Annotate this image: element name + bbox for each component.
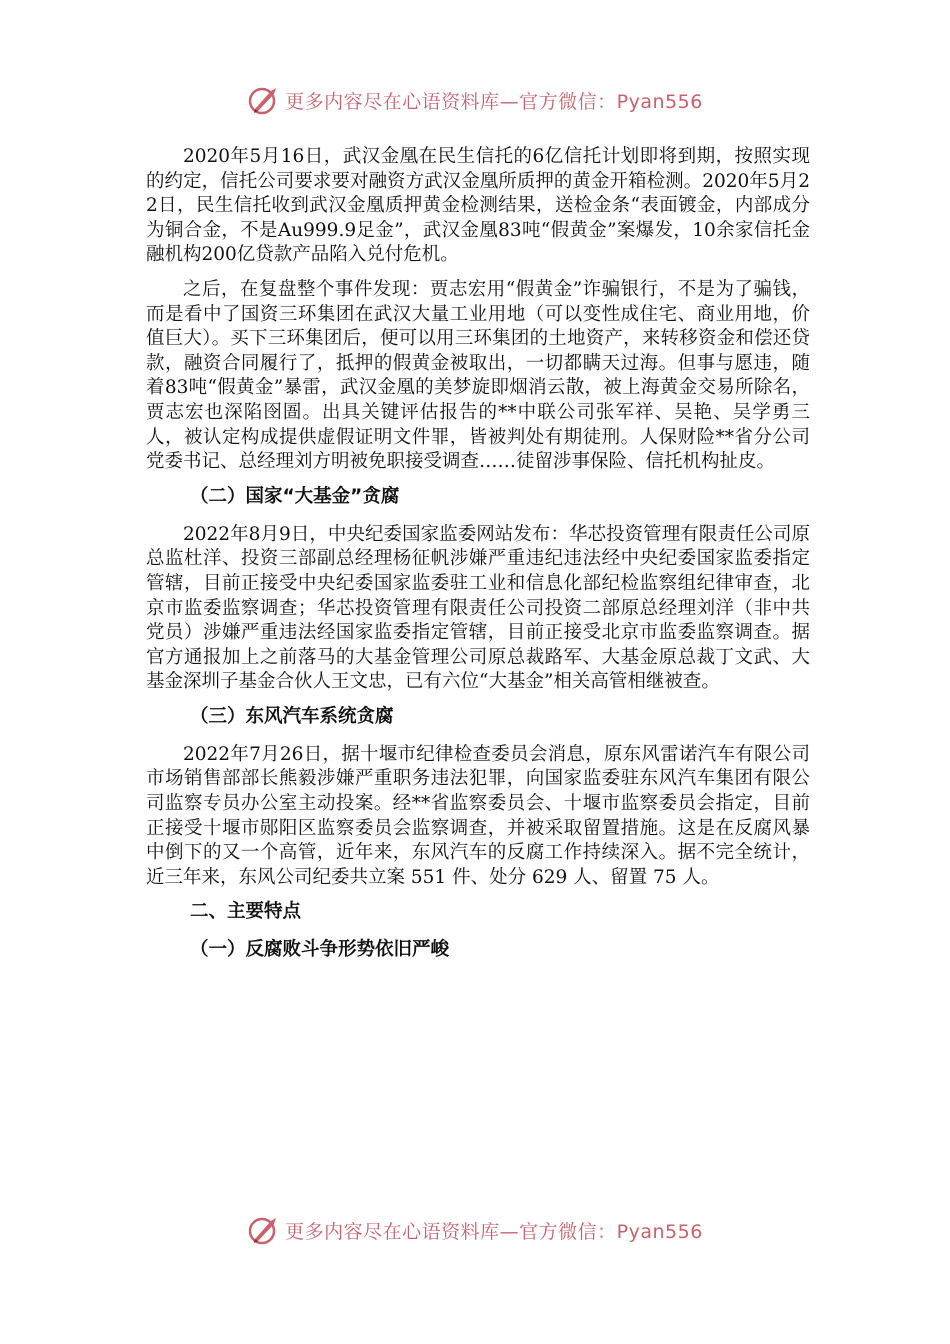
paragraph-big-fund: 2022年8月9日，中央纪委国家监委网站发布：华芯投资管理有限责任公司原总监杜洋、投资三部副总经理杨征帆涉嫌严重违纪违法经中央纪委国家监委指定管辖，目前正接受中央纪委国家监委驻工业和信息化部纪检监察组纪律审查，北京市监委监察调查；华芯投资管理有限责任公司投资二部原总经理刘洋（非中共党员）涉嫌严重违法经国家监委指定管辖，目前正接受北京市监委监察调查。据官方通报加上之前落马的大基金管理公司原总裁路军、大基金原总裁丁文武、大基金深圳子基金合伙人王文忠，已有六位“大基金”相关高管相继被查。 xyxy=(146,523,810,693)
heading-main-features: 二、主要特点 xyxy=(190,901,302,923)
paragraph-dongfeng: 2022年7月26日，据十堰市纪律检查委员会消息，原东风雷诺汽车有限公司市场销售部部长熊毅涉嫌严重职务违法犯罪，向国家监委驻东风汽车集团有限公司监察专员办公室主动投案。经**省监察委员会、十堰市监察委员会指定，目前正接受十堰市郧阳区监察委员会监察调查，并被采取留置措施。这是在反腐风暴中倒下的又一个高管，近年来，东风汽车的反腐工作持续深入。据不完全统计，近三年来，东风公司纪委共立案 551 件、处分 629 人、留置 75 人。 xyxy=(146,743,810,888)
watermark-text: 更多内容尽在心语资料库—官方微信：Pyan556 xyxy=(285,90,703,113)
paragraph-wuhan-gold: 2020年5月16日，武汉金凰在民生信托的6亿信托计划即将到期，按照实现的约定，信托公司要求要对融资方武汉金凰所质押的黄金开箱检测。2020年5月22日，民生信托收到武汉金凰质押黄金检测结果，送检金条“表面镀金，内部成分为铜合金，不是Au999.9足金”，武汉金凰83吨“假黄金”案爆发，10余家信托金融机构200亿贷款产品陷入兑付危机。 xyxy=(146,146,810,266)
watermark-text: 更多内容尽在心语资料库—官方微信：Pyan556 xyxy=(285,1220,703,1243)
heading-big-fund: （二）国家“大基金”贪腐 xyxy=(190,485,400,507)
heading-dongfeng: （三）东风汽车系统贪腐 xyxy=(190,705,394,727)
watermark-banner-top xyxy=(0,80,950,120)
pen-logo-icon xyxy=(247,83,281,117)
pen-logo-icon xyxy=(247,1213,281,1247)
paragraph-fake-gold-review: 之后，在复盘整个事件发现：贾志宏用“假黄金”诈骗银行，不是为了骗钱，而是看中了国资三环集团在武汉大量工业用地（可以变性成住宅、商业用地，价值巨大）。买下三环集团后，便可以用三环集团的土地资产，来转移资金和偿还贷款，融资合同履行了，抵押的假黄金被取出，一切都瞒天过海。但事与愿违，随着83吨“假黄金”暴雷，武汉金凰的美梦旋即烟消云散，被上海黄金交易所除名，贾志宏也深陷囹圄。出具关键评估报告的**中联公司张军祥、吴艳、吴学勇三人，被认定构成提供虚假证明文件罪，皆被判处有期徒刑。人保财险**省分公司党委书记、总经理刘方明被免职接受调查……徒留涉事保险、信托机构扯皮。 xyxy=(146,278,810,473)
document-body xyxy=(146,145,810,976)
watermark-banner-bottom xyxy=(0,1210,950,1250)
heading-severe-situation: （一）反腐败斗争形势依旧严峻 xyxy=(190,939,450,961)
